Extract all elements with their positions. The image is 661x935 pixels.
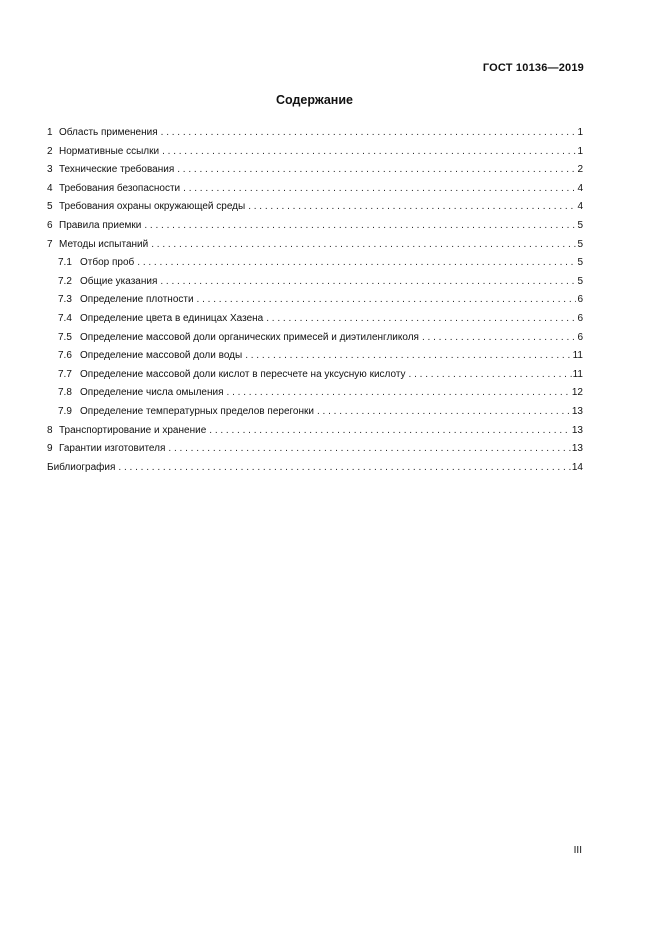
- toc-entry-text: Определение температурных пределов перегонки: [80, 405, 314, 417]
- toc-entry-label: [47, 217, 141, 236]
- toc-entry-number: 3: [47, 164, 53, 176]
- toc-entry-text: Общие указания: [80, 275, 158, 287]
- toc-entry[interactable]: [47, 422, 583, 441]
- toc-entry-page: 5: [577, 257, 583, 269]
- toc-leader-dots: [160, 273, 576, 292]
- toc-entry-page: 5: [577, 238, 583, 250]
- toc-entry[interactable]: [47, 236, 583, 255]
- toc-entry[interactable]: [47, 310, 583, 329]
- toc-entry-text: Методы испытаний: [59, 238, 149, 250]
- toc-entry-number: 7.4: [58, 312, 72, 324]
- toc-entry-label: [47, 236, 148, 255]
- toc-entry[interactable]: [47, 180, 583, 199]
- toc-entry-text: Требования охраны окружающей среды: [59, 201, 246, 213]
- toc-leader-dots: [245, 347, 571, 366]
- toc-entry-page: 13: [571, 443, 583, 455]
- toc-entry-number: 7: [47, 238, 53, 250]
- toc-entry-label: [58, 366, 406, 385]
- toc-entry-text: Технические требования: [59, 164, 175, 176]
- toc-leader-dots: [168, 440, 570, 459]
- toc-entry-label: [58, 254, 134, 273]
- toc-leader-dots: [177, 161, 576, 180]
- toc-entry-number: 5: [47, 201, 53, 213]
- toc-entry-label: [47, 180, 180, 199]
- toc-entry-page: 1: [577, 127, 583, 138]
- toc-entry-text: Правила приемки: [59, 219, 142, 231]
- toc-entry-page: 2: [577, 164, 583, 176]
- toc-entry[interactable]: [47, 291, 583, 310]
- toc-entry-page: 13: [571, 424, 583, 436]
- toc-entry-text: Определение плотности: [80, 294, 194, 306]
- toc-entry-text: Определение массовой доли кислот в пересчете на уксусную кислоту: [80, 368, 406, 380]
- toc-entry-label: [58, 347, 242, 366]
- toc-entry[interactable]: [47, 384, 583, 403]
- toc-entry-page: 5: [577, 275, 583, 287]
- toc-entry-number: 9: [47, 443, 53, 455]
- toc-entry-number: 7.3: [58, 294, 72, 306]
- toc-entry-number: 1: [47, 127, 53, 138]
- toc-entry-label: [47, 422, 206, 441]
- toc-entry-text: Транспортирование и хранение: [59, 424, 207, 436]
- table-of-contents: [47, 124, 583, 477]
- toc-entry-page: 6: [577, 312, 583, 324]
- toc-entry-label: [58, 310, 263, 329]
- toc-entry-label: [47, 143, 159, 162]
- toc-leader-dots: [183, 180, 576, 199]
- toc-leader-dots: [118, 459, 570, 478]
- toc-entry-page: 5: [577, 219, 583, 231]
- toc-entry[interactable]: [47, 273, 583, 292]
- toc-entry-page: 13: [571, 405, 583, 417]
- toc-entry-text: Библиография: [47, 461, 116, 473]
- toc-leader-dots: [197, 291, 576, 310]
- toc-entry-page: 14: [571, 461, 583, 473]
- toc-entry-label: [58, 273, 157, 292]
- document-code: ГОСТ 10136—2019: [482, 62, 584, 74]
- toc-entry[interactable]: [47, 143, 583, 162]
- toc-entry[interactable]: [47, 329, 583, 348]
- toc-entry-label: [47, 161, 174, 180]
- toc-entry-text: Гарантии изготовителя: [59, 443, 166, 455]
- toc-entry-text: Область применения: [59, 127, 158, 138]
- toc-leader-dots: [151, 236, 576, 255]
- toc-entry[interactable]: [47, 161, 583, 180]
- toc-leader-dots: [137, 254, 576, 273]
- toc-leader-dots: [248, 198, 576, 217]
- toc-leader-dots: [317, 403, 571, 422]
- toc-entry[interactable]: [47, 124, 583, 143]
- toc-entry-label: [47, 124, 158, 143]
- toc-entry-number: 7.1: [58, 257, 72, 269]
- toc-entry[interactable]: [47, 217, 583, 236]
- toc-entry-text: Определение массовой доли органических примесей и диэтиленгликоля: [80, 331, 419, 343]
- toc-entry-text: Определение цвета в единицах Хазена: [80, 312, 264, 324]
- toc-leader-dots: [266, 310, 576, 329]
- toc-entry-page: 6: [577, 331, 583, 343]
- toc-leader-dots: [161, 124, 576, 143]
- toc-entry-label: [58, 403, 314, 422]
- toc-entry-number: 7.5: [58, 331, 72, 343]
- toc-leader-dots: [144, 217, 576, 236]
- toc-entry-number: 6: [47, 219, 53, 231]
- toc-leader-dots: [209, 422, 571, 441]
- toc-entry[interactable]: [47, 198, 583, 217]
- toc-entry-number: 2: [47, 145, 53, 157]
- toc-entry-page: 6: [577, 294, 583, 306]
- toc-entry-label: [47, 459, 115, 478]
- toc-entry[interactable]: [47, 440, 583, 459]
- toc-entry[interactable]: [47, 366, 583, 385]
- toc-entry-number: 7.2: [58, 275, 72, 287]
- toc-entry-page: 12: [571, 387, 583, 399]
- toc-leader-dots: [227, 384, 571, 403]
- toc-entry-page: 1: [577, 145, 583, 157]
- toc-entry-label: [58, 329, 419, 348]
- toc-entry-text: Определение числа омыления: [80, 387, 224, 399]
- toc-leader-dots: [162, 143, 576, 162]
- toc-leader-dots: [409, 366, 572, 385]
- page-number: III: [573, 845, 582, 856]
- toc-title: Содержание: [275, 93, 353, 107]
- toc-entry-number: 7.7: [58, 368, 72, 380]
- toc-entry-text: Определение массовой доли воды: [80, 350, 243, 362]
- toc-entry[interactable]: [47, 254, 583, 273]
- toc-entry-label: [58, 291, 194, 310]
- toc-entry-text: Требования безопасности: [59, 182, 181, 194]
- toc-entry-page: 4: [577, 201, 583, 213]
- toc-entry-number: 4: [47, 182, 53, 194]
- toc-entry-number: 7.6: [58, 350, 72, 362]
- toc-entry-text: Отбор проб: [80, 257, 135, 269]
- toc-entry-number: 8: [47, 424, 53, 436]
- toc-entry-label: [58, 384, 224, 403]
- toc-leader-dots: [422, 329, 576, 348]
- toc-entry-page: 11: [572, 368, 583, 380]
- toc-entry[interactable]: [47, 459, 583, 478]
- toc-entry-label: [47, 198, 245, 217]
- toc-entry-label: [47, 440, 165, 459]
- toc-entry-text: Нормативные ссылки: [59, 145, 160, 157]
- toc-entry-page: 4: [577, 182, 583, 194]
- toc-entry[interactable]: [47, 347, 583, 366]
- toc-entry[interactable]: [47, 403, 583, 422]
- toc-entry-number: 7.9: [58, 405, 72, 417]
- toc-entry-number: 7.8: [58, 387, 72, 399]
- toc-entry-page: 11: [572, 350, 583, 362]
